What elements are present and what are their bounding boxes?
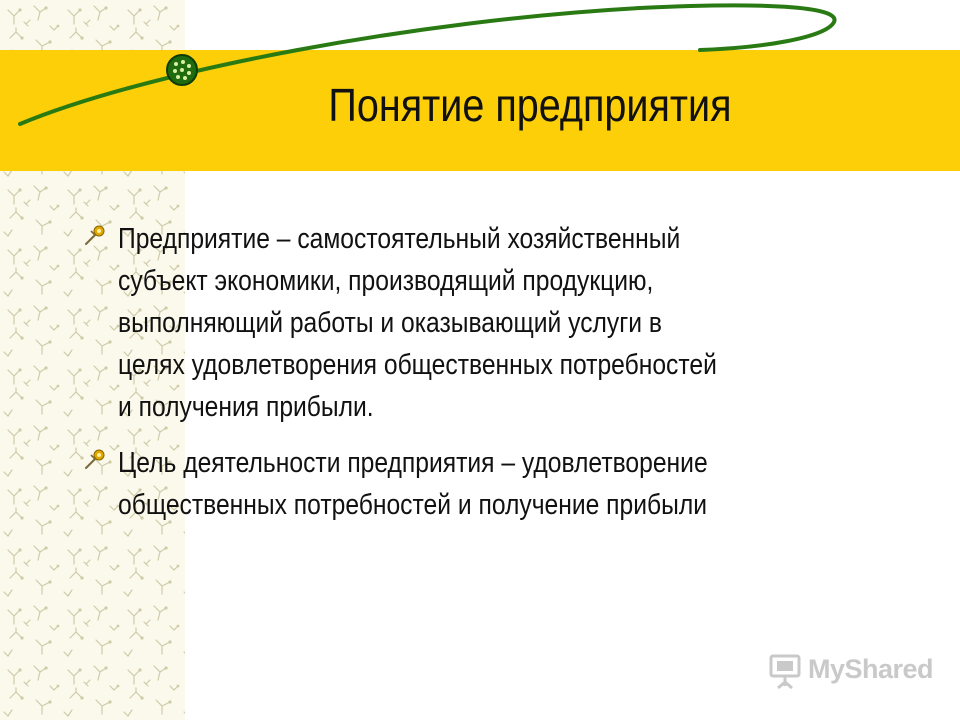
slide-title: Понятие предприятия bbox=[328, 79, 732, 131]
watermark-text: MyShared bbox=[808, 654, 934, 684]
bullet-text: Цель деятельности предприятия – удовлетворение общественных потребностей и получение прибыли bbox=[118, 447, 708, 521]
flower-bullet-icon bbox=[82, 222, 108, 248]
flower-bullet-icon bbox=[82, 446, 108, 472]
presentation-board-icon bbox=[768, 652, 804, 692]
green-dot-ball-icon bbox=[167, 55, 197, 85]
bullet-item bbox=[118, 218, 938, 428]
bullet-list bbox=[118, 218, 938, 540]
bullet-item bbox=[118, 442, 938, 526]
myshared-watermark[interactable] bbox=[768, 650, 934, 694]
bullet-text: Предприятие – самостоятельный хозяйственный субъект экономики, производящий продукцию, выполняющий работы и оказывающий услуги в целях удовлетворения общественных потребностей и получения прибыли. bbox=[118, 223, 717, 423]
